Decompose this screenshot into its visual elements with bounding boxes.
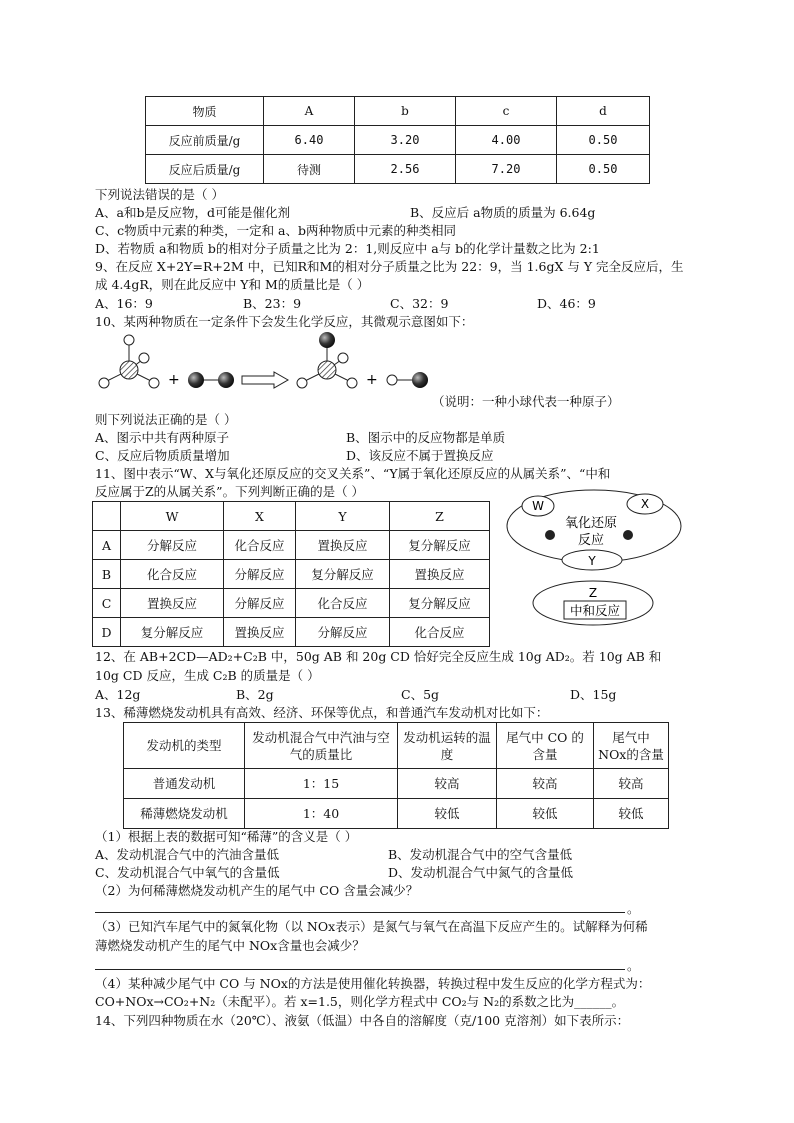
table-row [93,560,490,589]
table-cell: 化合反应 [224,531,296,560]
diagram-label-redox-2: 反应 [577,533,605,548]
mass-table [145,96,650,184]
table-cell: 较低 [594,799,669,829]
table-row [146,126,650,155]
q8-option-a: A、a和b是反应物，d可能是催化剂 [95,205,290,220]
table-cell: 复分解反应 [121,618,224,647]
table-cell: 4.00 [456,126,557,155]
table-cell: D [93,618,121,647]
table-header-cell: d [557,97,650,126]
q10-option-c: C、反应后物质质量增加 [95,448,230,463]
table-cell: C [93,589,121,618]
plus-sign: + [168,372,180,388]
q8-option-c: C、c物质中元素的种类，一定和 a、b两种物质中元素的种类相同 [95,223,456,238]
reaction-micro-diagram [92,330,432,400]
table-cell: 稀薄燃烧发动机 [124,799,245,829]
q13-sub1-option-c: C、发动机混合气中氧气的含量低 [95,865,280,880]
table-cell: 较低 [398,799,497,829]
q13-sub1-option-d: D、发动机混合气中氮气的含量低 [388,865,574,880]
table-header-cell: W [121,502,224,531]
q9-option-d: D、46：9 [537,296,596,311]
table-cell: 分解反应 [224,589,296,618]
table-cell: 分解反应 [121,531,224,560]
q12-option-d: D、15g [570,687,617,702]
table-cell: 6.40 [264,126,355,155]
table-cell: 较高 [594,769,669,799]
table-cell: 置换反应 [224,618,296,647]
question-11-line2: 反应属于Z的从属关系”。下列判断正确的是（ ） [95,484,365,499]
molecule-product-2 [387,372,428,388]
table-cell: 置换反应 [390,560,490,589]
table-cell: 反应后质量/g [146,155,264,184]
q13-sub4-line1: （4）某种减少尾气中 CO 与 NOx的方法是使用催化转换器，转换过程中发生反应的化学方程式为： [95,976,651,991]
table-cell: 反应前质量/g [146,126,264,155]
diagram-label-redox-1: 氧化还原 [564,516,618,531]
table-cell: 普通发动机 [124,769,245,799]
q12-option-b: B、2g [236,687,274,702]
q10-option-b: B、图示中的反应物都是单质 [346,430,506,445]
molecule-reactant-1 [99,335,159,388]
table-row [93,502,490,531]
table-cell: 0.50 [557,126,650,155]
table-cell: 置换反应 [121,589,224,618]
question-13-stem: 13、稀薄燃烧发动机具有高效、经济、环保等优点，和普通汽车发动机对比如下： [95,705,549,720]
answer-line[interactable] [95,969,625,970]
q8-option-b: B、反应后 a物质的质量为 6.64g [410,205,596,220]
table-cell: 较高 [398,769,497,799]
table-cell: 化合反应 [390,618,490,647]
table-row [124,799,669,829]
table-cell: B [93,560,121,589]
table-cell: 1：40 [245,799,398,829]
q13-sub1-stem: （1）根据上表的数据可知“稀薄”的含义是（ ） [95,829,358,844]
reaction-type-table [92,501,490,647]
table-cell: 1：15 [245,769,398,799]
diagram-label-w: W [532,499,544,513]
question-12-line1: 12、在 AB+2CD—AD₂+C₂B 中，50g AB 和 20g CD 恰好完全反应生成 10g AD₂。若 10g AB 和 [95,649,662,664]
question-8-stem: 下列说法错误的是（ ） [95,187,224,202]
diagram-note: （说明：一种小球代表一种原子） [432,394,620,409]
table-header-cell: 物质 [146,97,264,126]
q8-option-d: D、若物质 a和物质 b的相对分子质量之比为 2：1,则反应中 a与 b的化学计量数之比为 2:1 [95,241,600,256]
q13-sub4-line2: CO+NOx→CO₂+N₂（未配平）。若 x=1.5，则化学方程式中 CO₂与 N₂的系数之比为______。 [95,994,625,1009]
table-row [146,155,650,184]
table-row [124,769,669,799]
table-row [93,589,490,618]
reaction-relation-diagram [500,486,695,631]
q13-sub2-stem: （2）为何稀薄燃烧发动机产生的尾气中 CO 含量会减少？ [95,883,419,898]
table-header-cell: Y [296,502,390,531]
table-cell: 复分解反应 [296,560,390,589]
table-cell: A [93,531,121,560]
q10-option-d: D、该反应不属于置换反应 [346,448,494,463]
table-cell: 较高 [497,769,594,799]
full-stop: 。 [627,958,640,973]
q13-sub1-option-b: B、发动机混合气中的空气含量低 [388,847,573,862]
q13-sub3-line1: （3）已知汽车尾气中的氮氧化物（以 NOx表示）是氮气与氧气在高温下反应产生的。试解释为何稀 [95,919,648,934]
q12-option-a: A、12g [95,687,141,702]
question-9-line1: 9、在反应 X+2Y=R+2M 中，已知R和M的相对分子质量之比为 22：9，当 1.6gX 与 Y 完全反应后，生 [95,259,684,274]
table-cell: 较低 [497,799,594,829]
diagram-label-neutralization: 中和反应 [569,603,621,618]
plus-sign: + [366,372,378,388]
table-row [93,618,490,647]
question-14-stem: 14、下列四种物质在水（20℃）、液氨（低温）中各自的溶解度（克/100 克溶剂）如下表所示： [95,1013,630,1028]
q13-sub3-line2: 薄燃烧发动机产生的尾气中 NOx含量也会减少？ [95,938,365,953]
q9-option-b: B、23：9 [243,296,302,311]
table-cell: 置换反应 [296,531,390,560]
table-cell: 3.20 [355,126,456,155]
question-9-line2: 成 4.4gR，则在此反应中 Y和 M的质量比是（ ） [95,277,370,292]
table-cell: 0.50 [557,155,650,184]
table-header-cell: 尾气中 CO 的含量 [497,723,594,769]
table-header-cell: 发动机运转的温度 [398,723,497,769]
table-row [124,723,669,769]
question-12-line2: 10g CD 反应，生成 C₂B 的质量是（ ） [95,668,320,683]
engine-comparison-table [123,722,669,829]
table-cell: 复分解反应 [390,531,490,560]
diagram-label-x: X [640,497,650,511]
table-cell: 7.20 [456,155,557,184]
table-header-cell: b [355,97,456,126]
q9-option-c: C、32：9 [390,296,449,311]
question-10-stem: 10、某两种物质在一定条件下会发生化学反应，其微观示意图如下： [95,314,474,329]
table-header-cell: c [456,97,557,126]
q9-option-a: A、16：9 [95,296,153,311]
table-header-cell: X [224,502,296,531]
diagram-label-z: Z [588,586,598,600]
q13-sub1-option-a: A、发动机混合气中的汽油含量低 [95,847,280,862]
table-cell: 分解反应 [296,618,390,647]
molecule-product-1 [297,332,357,388]
diagram-label-y: Y [588,554,596,568]
table-cell: 化合反应 [296,589,390,618]
table-row [146,97,650,126]
table-header-cell: A [264,97,355,126]
table-header-cell: 发动机混合气中汽油与空气的质量比 [245,723,398,769]
table-row [93,531,490,560]
table-cell: 复分解反应 [390,589,490,618]
question-11-line1: 11、图中表示“W、X与氧化还原反应的交叉关系”、“Y属于氧化还原反应的从属关系”、“中和 [95,466,611,481]
table-cell: 分解反应 [224,560,296,589]
q12-option-c: C、5g [401,687,440,702]
table-cell: 待测 [264,155,355,184]
full-stop: 。 [627,901,640,916]
question-10-question: 则下列说法正确的是（ ） [95,412,237,427]
answer-line[interactable] [95,912,625,913]
table-cell: 化合反应 [121,560,224,589]
table-header-cell: 尾气中 NOx的含量 [594,723,669,769]
arrow-icon [242,372,288,388]
molecule-reactant-2 [188,372,234,388]
table-header-cell [93,502,121,531]
q10-option-a: A、图示中共有两种原子 [95,430,230,445]
table-header-cell: 发动机的类型 [124,723,245,769]
table-header-cell: Z [390,502,490,531]
table-cell: 2.56 [355,155,456,184]
